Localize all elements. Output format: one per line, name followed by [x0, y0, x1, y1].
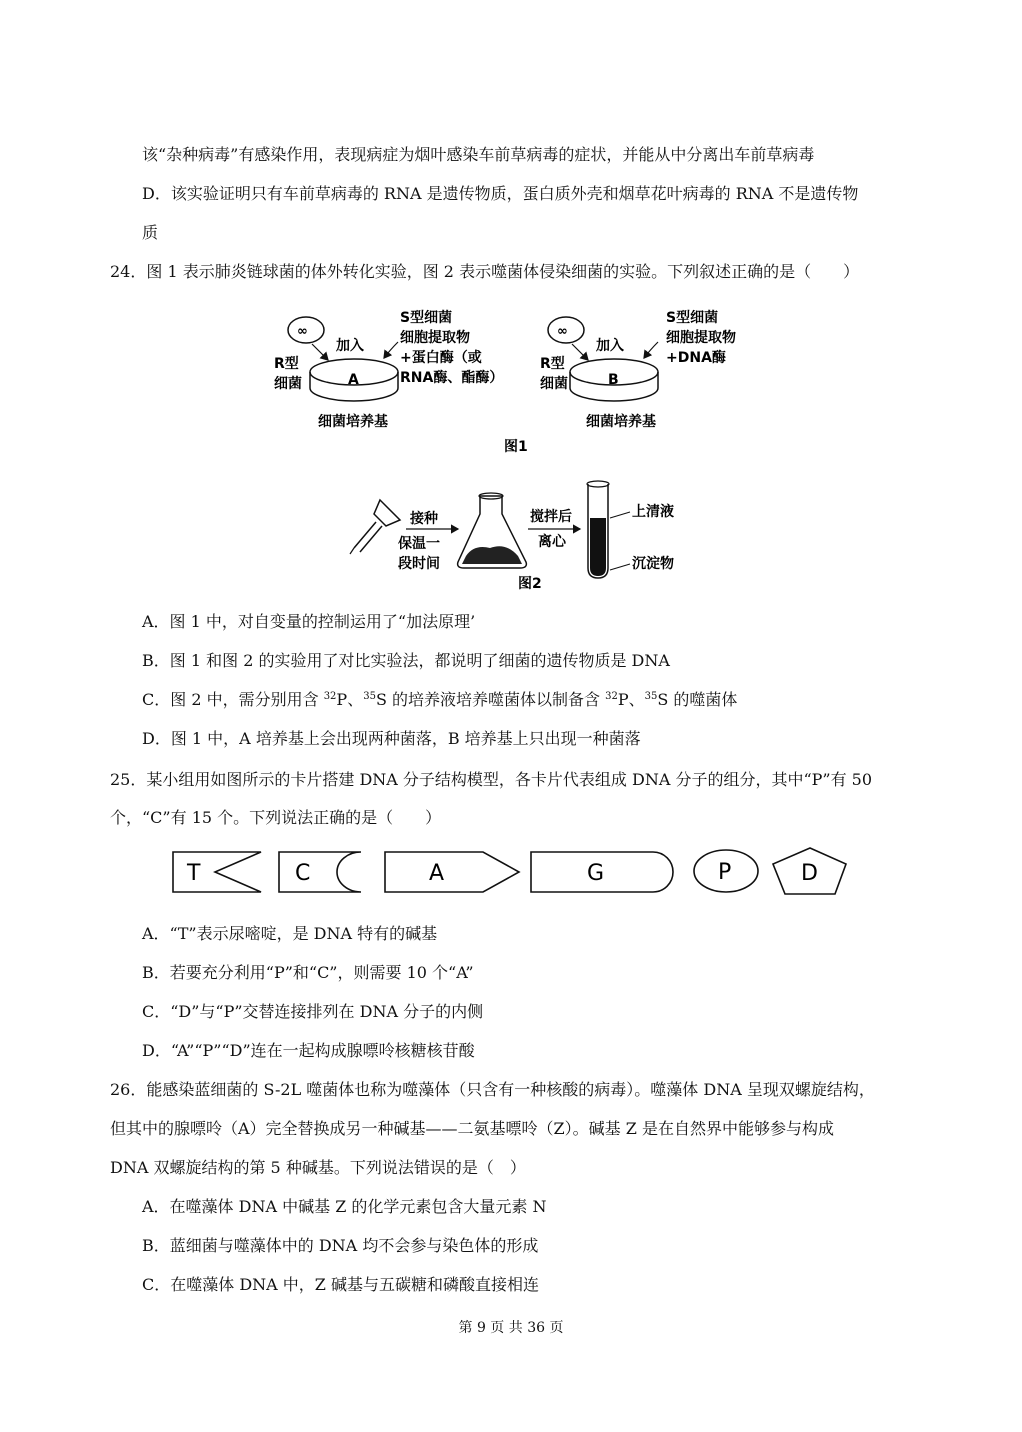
step1-label-2: 保温一 [398, 536, 440, 552]
extract-label-4: RNA酶、酯酶） [400, 370, 504, 386]
extract-label-3: +DNA酶 [666, 350, 726, 366]
r-bacteria-glyph: ∞ [557, 324, 568, 339]
q23-continuation-text: 该“杂种病毒”有感染作用，表现病症为烟叶感染车前草病毒的症状，并能从中分离出车前草病毒 [142, 145, 815, 164]
supernatant-label: 上清液 [632, 504, 674, 520]
extract-label-2: 细胞提取物 [666, 330, 736, 346]
r-bacteria-glyph: ∞ [297, 324, 308, 339]
q25-option-c: C．“D”与“P”交替连接排列在 DNA 分子的内侧 [142, 1002, 484, 1021]
extract-label-1: S型细菌 [400, 310, 453, 326]
q24-option-b: B．图 1 和图 2 的实验用了对比实验法，都说明了细菌的遗传物质是 DNA [142, 651, 670, 670]
test-tube-icon [587, 481, 609, 578]
q23-option-d-line2: 质 [142, 223, 159, 242]
sediment-label: 沉淀物 [632, 556, 674, 572]
q25-option-d: D．“A”“P”“D”连在一起构成腺嘌呤核糖核苷酸 [142, 1041, 475, 1060]
add-arrow-left-icon [572, 344, 588, 360]
card-t-label: T [187, 861, 201, 886]
medium-label: 细菌培养基 [318, 414, 388, 430]
card-c-shape [279, 852, 361, 892]
option-c-text: S 的培养液培养噬菌体以制备含 [375, 690, 606, 709]
q25-option-b: B．若要充分利用“P”和“C”，则需要 10 个“A” [142, 963, 474, 982]
figure1-right-experiment [540, 309, 736, 430]
dish-letter-a: A [348, 372, 359, 388]
figure2-caption: 图2 [518, 576, 542, 592]
step2-label-1: 搅拌后 [530, 509, 572, 525]
sediment-pointer [610, 564, 630, 570]
q24-figure-2 [340, 478, 720, 596]
q24-option-a: A．图 1 中，对自变量的控制运用了“加法原理’ [142, 612, 476, 631]
q26-option-a: A．在噬藻体 DNA 中碱基 Z 的化学元素包含大量元素 N [142, 1197, 547, 1216]
add-arrow-left-icon [312, 344, 328, 360]
card-a-shape [385, 852, 519, 892]
conical-flask-icon [458, 493, 527, 568]
medium-label: 细菌培养基 [586, 414, 656, 430]
q26-option-b: B．蓝细菌与噬藻体中的 DNA 均不会参与染色体的形成 [142, 1236, 539, 1255]
q24-option-c [142, 690, 737, 710]
r-bacteria-label-2: 细菌 [540, 376, 568, 392]
q24-option-d: D．图 1 中，A 培养基上会出现两种菌落，B 培养基上只出现一种菌落 [142, 729, 641, 748]
r-bacteria-label-1: R型 [274, 356, 299, 372]
dish-letter-b: B [608, 372, 619, 388]
inoculation-needle-icon [350, 500, 400, 554]
step2-label-2: 离心 [538, 534, 566, 550]
r-bacteria-label-1: R型 [540, 356, 565, 372]
q25-option-a: A．“T”表示尿嘧啶，是 DNA 特有的碱基 [142, 924, 438, 943]
add-arrow-right-icon [644, 342, 658, 358]
add-label: 加入 [336, 338, 364, 354]
superscript-35: 35 [644, 691, 658, 702]
card-p-label: P [718, 860, 732, 885]
q26-stem-line1: 26．能感染蓝细菌的 S-2L 噬菌体也称为噬藻体（只含有一种核酸的病毒）。噬藻体 DNA 呈现双螺旋结构， [110, 1080, 875, 1099]
page-number-footer: 第 9 页 共 36 页 [458, 1320, 564, 1336]
q24-stem: 24．图 1 表示肺炎链球菌的体外转化实验，图 2 表示噬菌体侵染细菌的实验。下列叙述正确的是（ ） [110, 262, 860, 281]
add-arrow-right-icon [384, 342, 398, 358]
add-label: 加入 [596, 338, 624, 354]
extract-label-2: 细胞提取物 [400, 330, 470, 346]
option-c-text: S 的噬菌体 [657, 690, 738, 709]
r-bacteria-label-2: 细菌 [274, 376, 302, 392]
extract-label-1: S型细菌 [666, 310, 719, 326]
extract-label-3: +蛋白酶（或 [400, 350, 482, 366]
superscript-32: 32 [323, 691, 337, 702]
figure1-left-experiment [274, 309, 503, 430]
q25-stem-line2: 个，“C”有 15 个。下列说法正确的是（ ） [110, 808, 442, 827]
figure1-caption: 图1 [504, 439, 528, 455]
card-c-label: C [295, 861, 311, 886]
superscript-35: 35 [363, 691, 376, 702]
q26-stem-line2: 但其中的腺嘌呤（A）完全替换成另一种碱基——二氨基嘌呤（Z）。碱基 Z 是在自然界中能够参与构成 [110, 1119, 834, 1138]
card-d-label: D [801, 861, 818, 886]
option-c-text: C．图 2 中，需分别用含 [142, 690, 324, 709]
superscript-32: 32 [605, 691, 618, 702]
card-g-label: G [587, 861, 605, 886]
option-c-text: P、 [617, 690, 645, 709]
q25-stem-line1: 25．某小组用如图所示的卡片搭建 DNA 分子结构模型，各卡片代表组成 DNA 分子的组分，其中“P”有 50 [110, 770, 873, 789]
q25-card-diagram [165, 844, 855, 900]
q26-option-c: C．在噬藻体 DNA 中，Z 碱基与五碳糖和磷酸直接相连 [142, 1275, 540, 1294]
supernatant-pointer [610, 512, 630, 518]
card-a-label: A [429, 861, 445, 886]
q23-option-d-line1: D．该实验证明只有车前草病毒的 RNA 是遗传物质，蛋白质外壳和烟草花叶病毒的 RNA 不是遗传物 [142, 184, 859, 203]
step1-label-1: 接种 [410, 511, 438, 527]
q26-stem-line3: DNA 双螺旋结构的第 5 种碱基。下列说法错误的是（ ） [110, 1158, 526, 1177]
option-c-text: P、 [336, 690, 364, 709]
q24-figure-1 [270, 300, 760, 460]
step1-label-3: 段时间 [398, 556, 440, 572]
